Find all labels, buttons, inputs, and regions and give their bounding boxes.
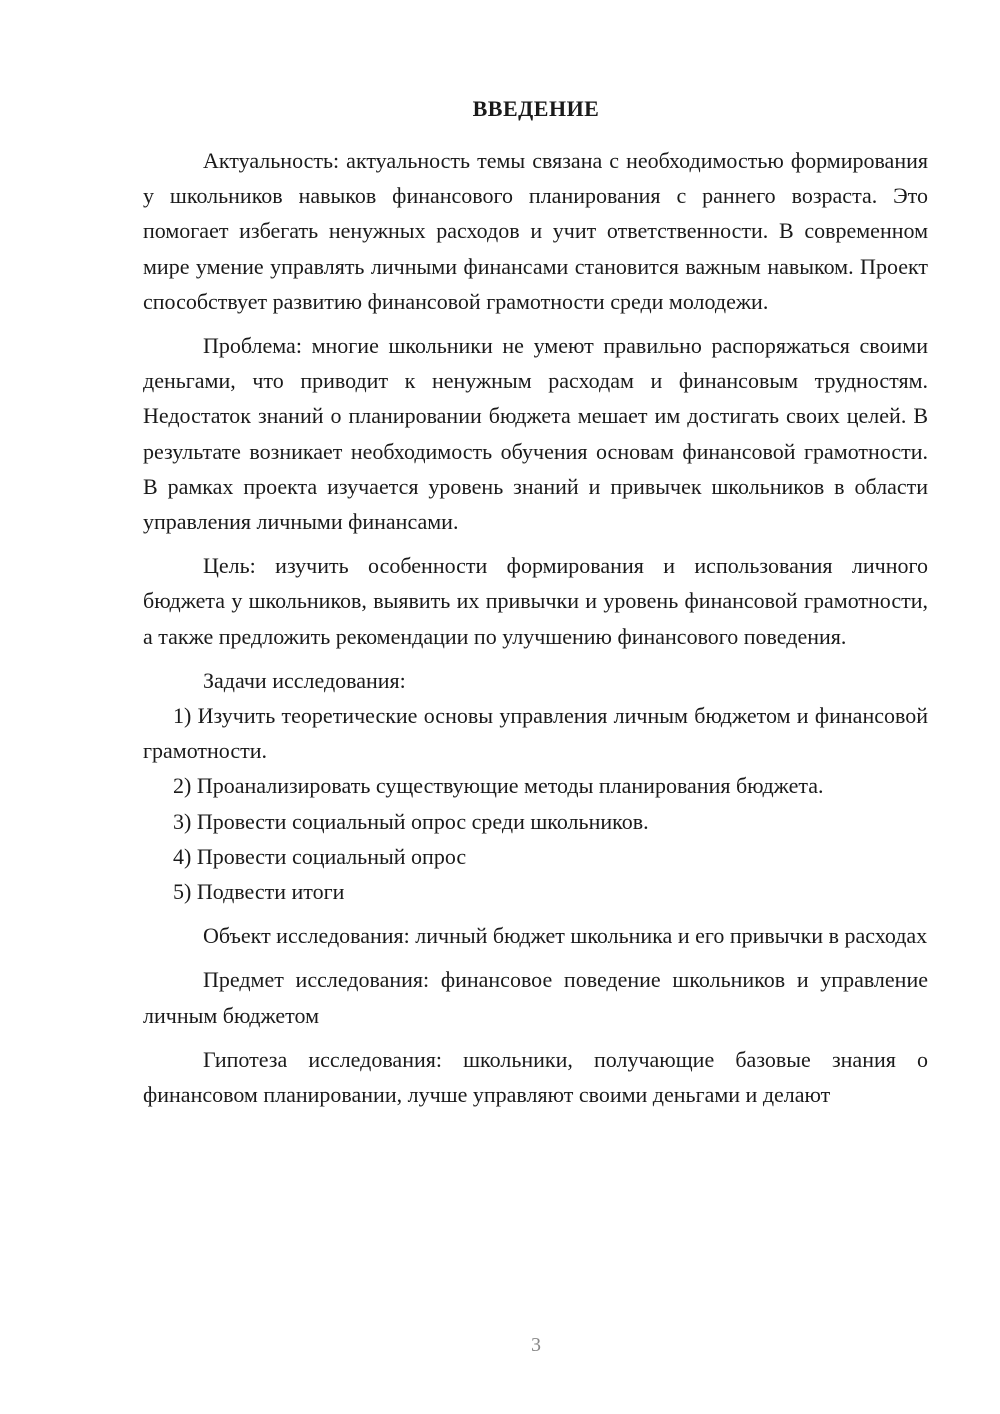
task-item-2: 2) Проанализировать существующие методы планирования бюджета. <box>173 773 824 799</box>
task-item-1: 1) Изучить теоретические основы управления личным бюджетом и финансовой грамотности. <box>143 703 928 764</box>
goal-paragraph: Цель: изучить особенности формирования и использования личного бюджета у школьников, выявить их привычки и уровень финансовой грамотности, а также предложить рекомендации по улучшению финансового поведения. <box>143 553 928 649</box>
document-body <box>143 143 928 1112</box>
task-item-5: 5) Подвести итоги <box>173 879 345 905</box>
object-paragraph: Объект исследования: личный бюджет школьника и его привычки в расходах <box>203 923 928 949</box>
page-number: 3 <box>531 1334 541 1356</box>
page-title: ВВЕДЕНИЕ <box>472 96 600 121</box>
subject-paragraph: Предмет исследования: финансовое поведение школьников и управление личным бюджетом <box>143 967 928 1028</box>
task-item-4: 4) Провести социальный опрос <box>173 843 467 869</box>
task-item-3: 3) Провести социальный опрос среди школьников. <box>173 808 649 834</box>
relevance-paragraph: Актуальность: актуальность темы связана с необходимостью формирования у школьников навыков финансового планирования с раннего возраста. Это помогает избегать ненужных расходов и учит ответственности. В современном мире умение управлять личными финансами становится важным навыком. Проект способствует развитию финансовой грамотности среди молодежи. <box>143 148 928 314</box>
tasks-heading: Задачи исследования: <box>203 667 406 693</box>
hypothesis-paragraph: Гипотеза исследования: школьники, получающие базовые знания о финансовом планировании, лучше управляют своими деньгами и делают <box>143 1046 928 1108</box>
problem-paragraph: Проблема: многие школьники не умеют правильно распоряжаться своими деньгами, что приводит к ненужным расходам и финансовым трудностям. Недостаток знаний о планировании бюджета мешает им достигать своих целей. В результате возникает необходимость обучения основам финансовой грамотности. В рамках проекта изучается уровень знаний и привычек школьников в области управления личными финансами. <box>143 333 928 535</box>
